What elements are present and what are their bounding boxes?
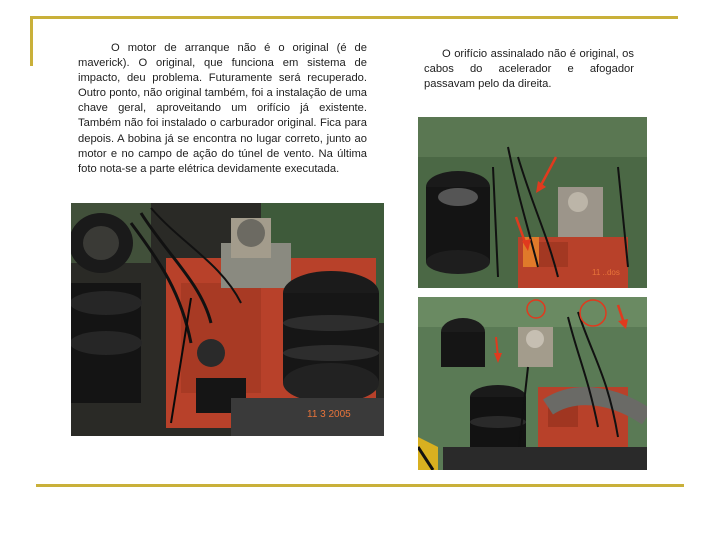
paragraph-left: O motor de arranque não é o original (é de maverick). O original, que funciona em sistema de impacto, deu problema. Futuramente será recuperado. Outro ponto, não original também, foi a instalação de uma chave geral, aproveitando um orifício já existente. Também não foi instalado o carburador original. Fica para depois. A bobina já se encontra no lugar correto, junto ao motor e no campo de ação do túnel de vento. Na última foto nota-se a parte elétrica devidamente executada. [78, 42, 367, 175]
engine-bay-photo-top-right [418, 117, 647, 288]
photo-date-stamp: 11 3 2005 [307, 409, 351, 420]
engine-bay-photo-bottom-right [418, 297, 647, 470]
engine-photo-left [71, 203, 384, 436]
photo-date-stamp: 11 ..dos [592, 268, 620, 277]
slide-left-rule [30, 16, 33, 66]
paragraph-right: O orifício assinalado não é original, os cabos do acelerador e afogador passavam pelo da direita. [424, 48, 634, 91]
slide-top-rule [30, 16, 678, 19]
slide-bottom-rule [36, 484, 684, 487]
